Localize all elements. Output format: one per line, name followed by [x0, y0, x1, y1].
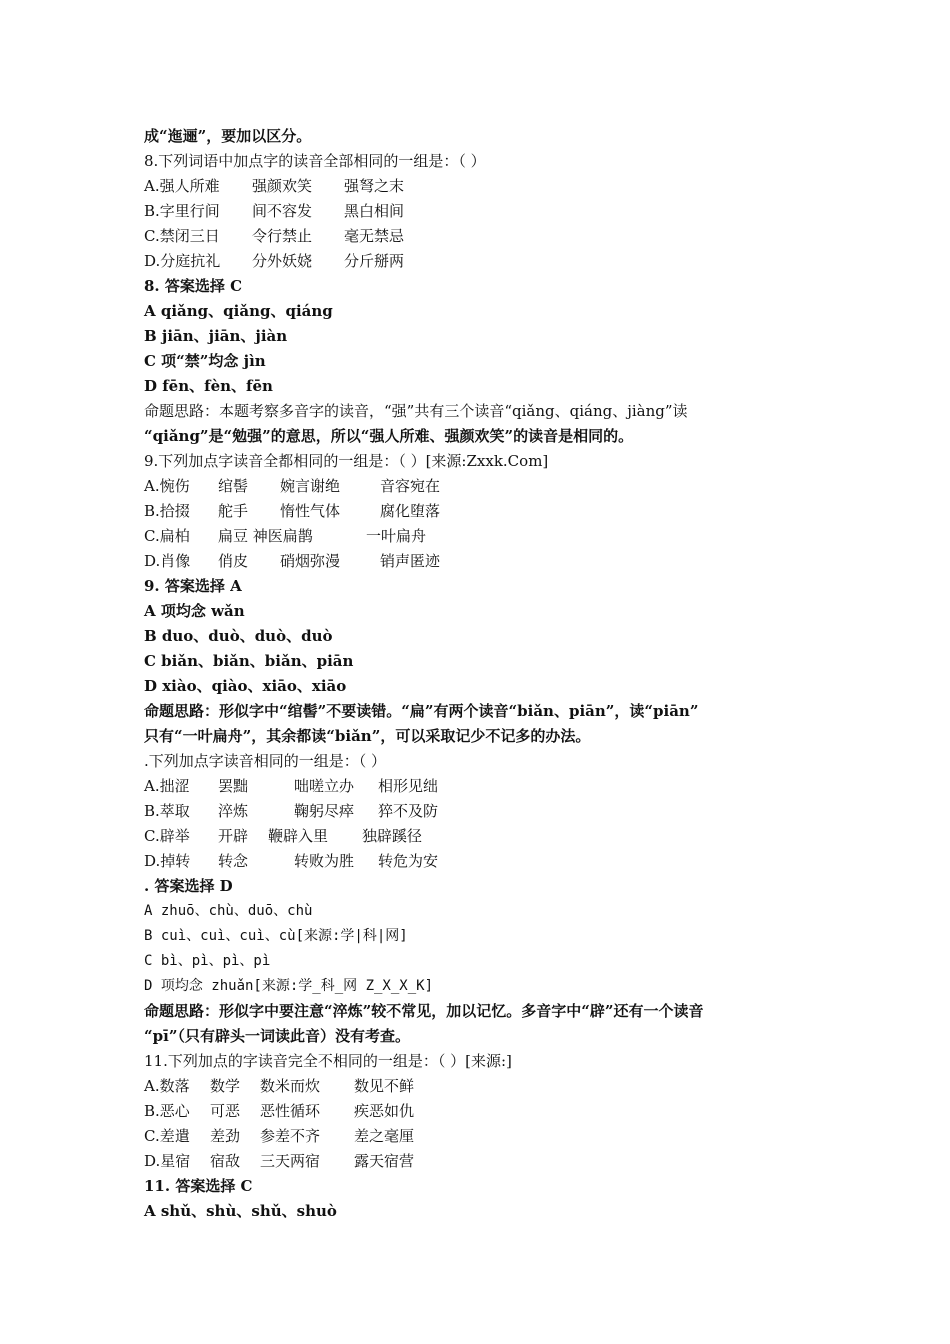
option-word: 鞠躬尽瘁 — [294, 802, 355, 820]
option-word: 露天宿营 — [354, 1152, 415, 1170]
option-word: 转念 — [218, 852, 249, 870]
option-word: 相形见绌 — [378, 777, 439, 795]
option-word: 分斤掰两 — [344, 252, 405, 270]
option-word: D.分庭抗礼 — [144, 252, 221, 270]
option-word: 一叶扁舟 — [366, 527, 427, 545]
option-word: 转败为胜 — [294, 852, 355, 870]
option-word: 绾髻 — [218, 477, 249, 495]
option-word: 数见不鲜 — [354, 1077, 415, 1095]
option-word: 扁豆 神医扁鹊 — [218, 527, 313, 545]
text-line: 命题思路：本题考察多音字的读音，“强”共有三个读音“qiǎng、qiáng、jiàng”读 — [144, 402, 688, 420]
option-line — [144, 1099, 814, 1124]
option-word: A.惋伤 — [144, 477, 190, 495]
text-line: A qiǎng、qiǎng、qiáng — [144, 302, 333, 320]
option-word: 硝烟弥漫 — [280, 552, 341, 570]
text-line: A shǔ、shù、shǔ、shuò — [144, 1202, 337, 1220]
option-word: 参差不齐 — [260, 1127, 321, 1145]
option-word: B.拾掇 — [144, 502, 190, 520]
text-line: A 项均念 wǎn — [144, 602, 245, 620]
option-word: 音容宛在 — [380, 477, 441, 495]
option-word: C.扁柏 — [144, 527, 190, 545]
option-line — [144, 799, 814, 824]
option-line — [144, 224, 814, 249]
option-word: C.禁闭三日 — [144, 227, 220, 245]
option-word: 毫无禁忌 — [344, 227, 405, 245]
option-word: B.恶心 — [144, 1102, 190, 1120]
option-word: D.掉转 — [144, 852, 191, 870]
text-line: “pī”（只有辟头一词读此音）没有考查。 — [144, 1027, 410, 1045]
option-line — [144, 1124, 814, 1149]
option-line — [144, 1074, 814, 1099]
option-line — [144, 524, 814, 549]
text-line: 命题思路：形似字中“绾髻”不要读错。“扁”有两个读音“biǎn、piān”，读“piān” — [144, 702, 699, 720]
text-line: D xiào、qiào、xiāo、xiāo — [144, 677, 347, 695]
option-line — [144, 199, 814, 224]
text-line: 成“迤逦”，要加以区分。 — [144, 127, 312, 145]
option-word: 恶性循环 — [260, 1102, 321, 1120]
option-word: A.强人所难 — [144, 177, 220, 195]
option-word: 差之毫厘 — [354, 1127, 415, 1145]
text-line: B cuì、cuì、cuì、cù[来源:学|科|网] — [144, 928, 408, 944]
text-line: D 项均念 zhuǎn[来源:学_科_网 Z_X_X_K] — [144, 978, 434, 994]
option-word: 宿敌 — [210, 1152, 241, 1170]
option-word: D.肖像 — [144, 552, 191, 570]
option-word: 鞭辟入里 — [268, 827, 329, 845]
text-line: 8. 答案选择 C — [144, 277, 243, 295]
option-word: 数学 — [210, 1077, 241, 1095]
text-line: C bì、pì、pì、pì — [144, 953, 271, 969]
option-word: 黑白相间 — [344, 202, 405, 220]
text-line: 11.下列加点的字读音完全不相同的一组是：（ ）[来源:] — [144, 1052, 512, 1070]
option-word: 婉言谢绝 — [280, 477, 341, 495]
option-line — [144, 849, 814, 874]
option-line — [144, 174, 814, 199]
text-line: . 答案选择 D — [144, 877, 233, 895]
option-line — [144, 1149, 814, 1174]
text-line: 8.下列词语中加点字的读音全部相同的一组是：（ ） — [144, 152, 486, 170]
option-line — [144, 824, 814, 849]
option-word: 可恶 — [210, 1102, 241, 1120]
option-word: 独辟蹊径 — [362, 827, 423, 845]
option-word: 俏皮 — [218, 552, 249, 570]
option-line — [144, 249, 814, 274]
text-line: 9. 答案选择 A — [144, 577, 242, 595]
option-word: 令行禁止 — [252, 227, 313, 245]
option-word: B.萃取 — [144, 802, 190, 820]
option-word: D.星宿 — [144, 1152, 191, 1170]
document-page — [144, 124, 814, 1224]
option-word: 惰性气体 — [280, 502, 341, 520]
text-line: “qiǎng”是“勉强”的意思，所以“强人所难、强颜欢笑”的读音是相同的。 — [144, 427, 634, 445]
text-line: 9.下列加点字读音全都相同的一组是：（ ）[来源:Zxxk.Com] — [144, 452, 549, 470]
text-line: B jiān、jiān、jiàn — [144, 327, 288, 345]
text-line: A zhuō、chù、duō、chù — [144, 903, 313, 919]
option-word: 转危为安 — [378, 852, 439, 870]
option-word: 强颜欢笑 — [252, 177, 313, 195]
text-line: D fēn、fèn、fēn — [144, 377, 273, 395]
option-line — [144, 474, 814, 499]
option-word: B.字里行间 — [144, 202, 220, 220]
option-word: 腐化堕落 — [380, 502, 441, 520]
text-line: 只有“一叶扁舟”，其余都读“biǎn”，可以采取记少不记多的办法。 — [144, 727, 591, 745]
option-word: 舵手 — [218, 502, 249, 520]
option-line — [144, 499, 814, 524]
option-word: 淬炼 — [218, 802, 249, 820]
option-word: 强弩之末 — [344, 177, 405, 195]
option-word: 差劲 — [210, 1127, 241, 1145]
option-word: C.辟举 — [144, 827, 190, 845]
option-line — [144, 774, 814, 799]
text-line: B duo、duò、duò、duò — [144, 627, 333, 645]
option-word: 间不容发 — [252, 202, 313, 220]
option-word: A.拙涩 — [144, 777, 190, 795]
option-word: 罢黜 — [218, 777, 249, 795]
text-line: 命题思路：形似字中要注意“淬炼”较不常见，加以记忆。多音字中“辟”还有一个读音 — [144, 1002, 704, 1020]
option-word: 分外妖娆 — [252, 252, 313, 270]
option-word: 数米而炊 — [260, 1077, 321, 1095]
option-word: 开辟 — [218, 827, 249, 845]
option-word: A.数落 — [144, 1077, 190, 1095]
option-word: 销声匿迹 — [380, 552, 441, 570]
option-word: C.差遣 — [144, 1127, 190, 1145]
text-line: .下列加点字读音相同的一组是：（ ） — [144, 752, 387, 770]
text-line: 11. 答案选择 C — [144, 1177, 253, 1195]
option-word: 猝不及防 — [378, 802, 439, 820]
option-word: 咄嗟立办 — [294, 777, 355, 795]
option-line — [144, 549, 814, 574]
text-line: C 项“禁”均念 jìn — [144, 352, 266, 370]
option-word: 三天两宿 — [260, 1152, 321, 1170]
option-word: 疾恶如仇 — [354, 1102, 415, 1120]
text-line: C biǎn、biǎn、biǎn、piān — [144, 652, 354, 670]
